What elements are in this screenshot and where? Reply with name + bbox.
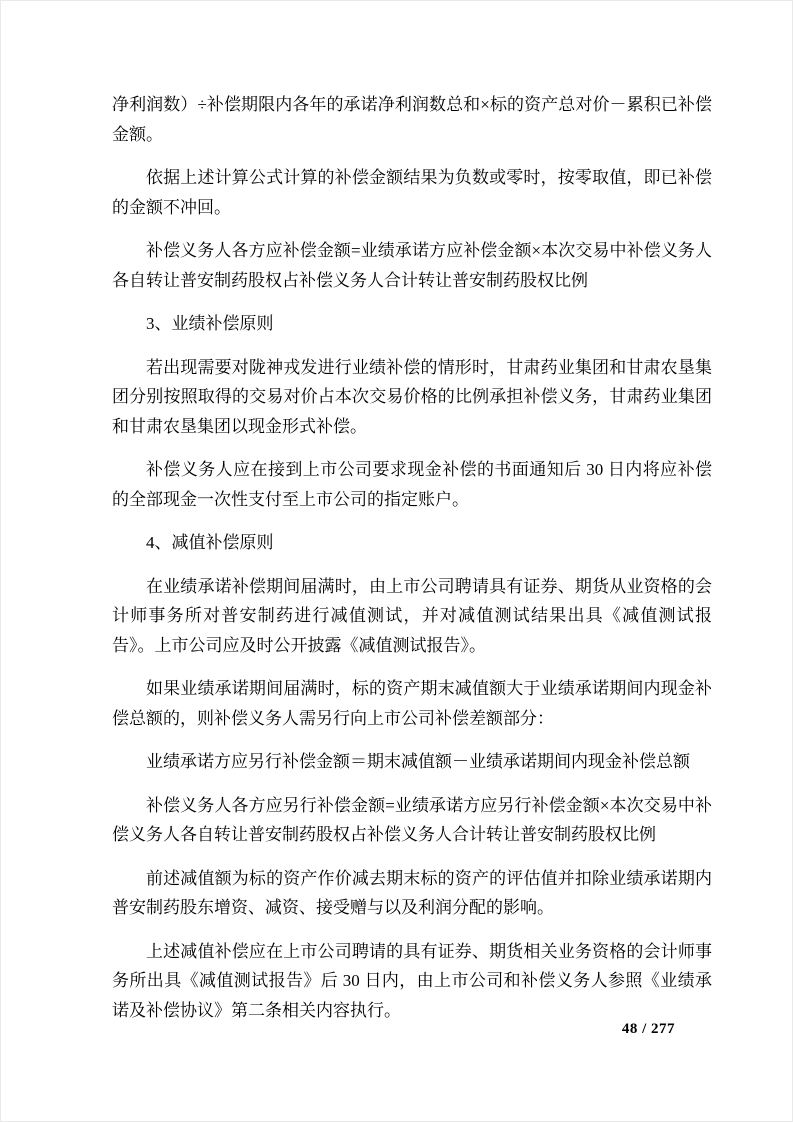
section-heading: 3、业绩补偿原则: [146, 314, 274, 333]
paragraph: 补偿义务人各方应补偿金额=业绩承诺方应补偿金额×本次交易中补偿义务人各自转让普安制药股权占补偿义务人合计转让普安制药股权比例: [112, 241, 712, 290]
paragraph: 在业绩承诺补偿期间届满时，由上市公司聘请具有证券、期货从业资格的会计师事务所对普安制药进行减值测试，并对减值测试结果出具《减值测试报告》。上市公司应及时公开披露《减值测试报告》。: [112, 576, 712, 655]
paragraph: 补偿义务人应在接到上市公司要求现金补偿的书面通知后 30 日内将应补偿的全部现金一次性支付至上市公司的指定账户。: [112, 460, 712, 509]
paragraph: 补偿义务人各方应另行补偿金额=业绩承诺方应另行补偿金额×本次交易中补偿义务人各自转让普安制药股权占补偿义务人合计转让普安制药股权比例: [112, 795, 712, 844]
paragraph: 业绩承诺方应另行补偿金额＝期末减值额－业绩承诺期间内现金补偿总额: [146, 752, 690, 771]
paragraph: 如果业绩承诺期间届满时，标的资产期末减值额大于业绩承诺期间内现金补偿总额的，则补偿义务人需另行向上市公司补偿差额部分：: [112, 679, 712, 728]
document-body: [112, 90, 712, 1039]
paragraph: 若出现需要对陇神戎发进行业绩补偿的情形时，甘肃药业集团和甘肃农垦集团分别按照取得的交易对价占本次交易价格的比例承担补偿义务，甘肃药业集团和甘肃农垦集团以现金形式补偿。: [112, 357, 712, 436]
paragraph: 净利润数）÷补偿期限内各年的承诺净利润数总和×标的资产总对价－累积已补偿金额。: [112, 95, 712, 144]
paragraph: 上述减值补偿应在上市公司聘请的具有证券、期货相关业务资格的会计师事务所出具《减值测试报告》后 30 日内，由上市公司和补偿义务人参照《业绩承诺及补偿协议》第二条相关内容执行。: [112, 941, 712, 1020]
page-number: 48 / 277: [621, 1021, 675, 1037]
section-heading: 4、减值补偿原则: [146, 533, 274, 552]
paragraph: 前述减值额为标的资产作价减去期末标的资产的评估值并扣除业绩承诺期内普安制药股东增资、减资、接受赠与以及利润分配的影响。: [112, 868, 712, 917]
paragraph: 依据上述计算公式计算的补偿金额结果为负数或零时，按零取值，即已补偿的金额不冲回。: [112, 168, 712, 217]
